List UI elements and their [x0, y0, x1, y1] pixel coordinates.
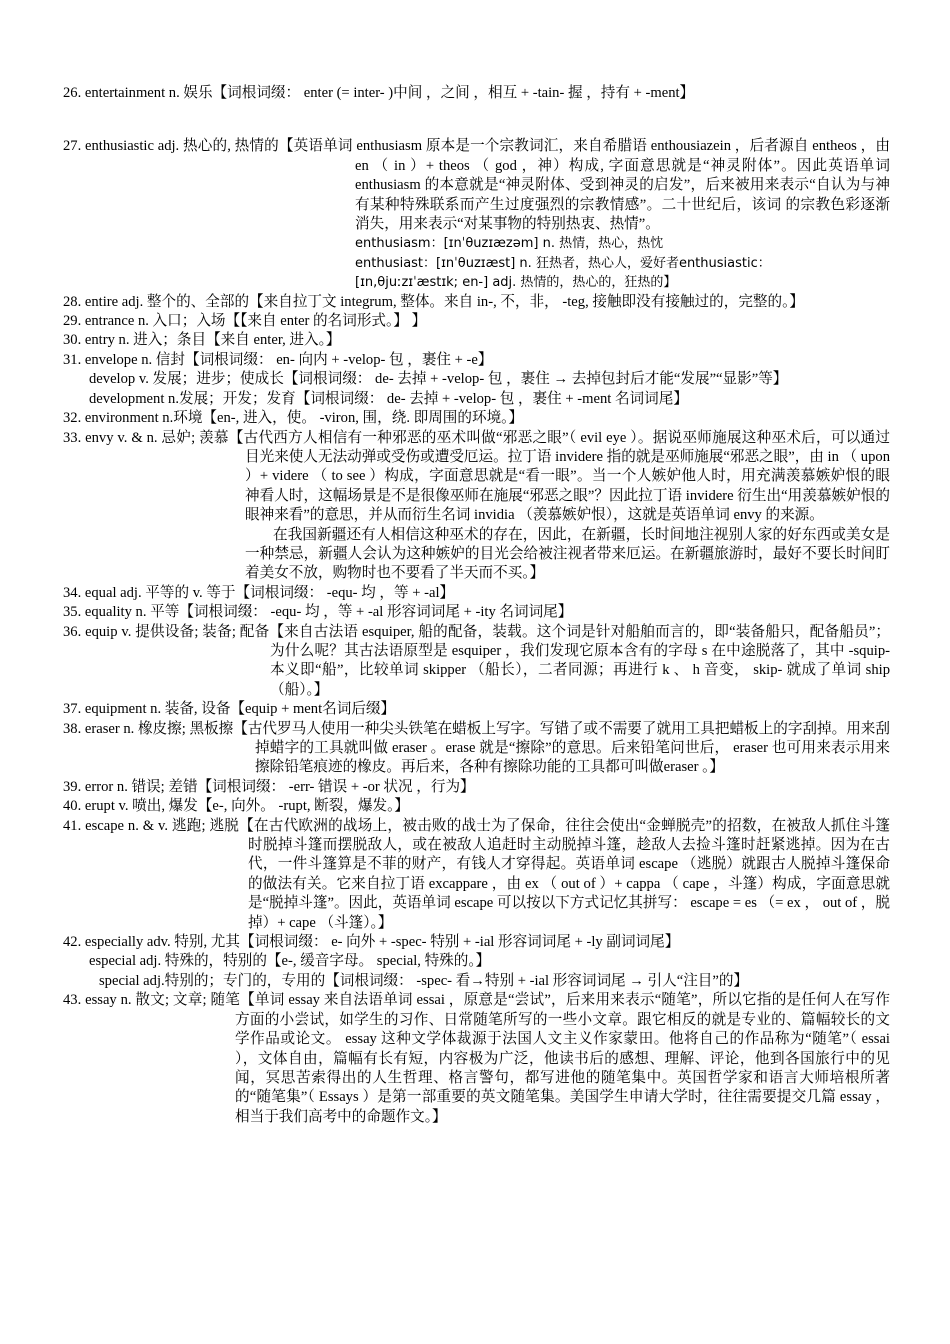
entry-27-pron-enthusiast — [63, 254, 890, 273]
entry-42-sub-especial — [63, 952, 890, 971]
entry-29-text: 29. entrance n. 入口；入场【【来自 enter 的名词形式。】 】 — [63, 313, 427, 330]
entry-40-text: 40. erupt v. 喷出, 爆发【e-, 向外。 -rupt, 断裂，爆发。】 — [63, 798, 410, 815]
entry-27-pron-enthusiasm — [63, 234, 890, 253]
entry-30-text: 30. entry n. 进入；条目【来自 enter, 进入。】 — [63, 332, 341, 349]
entry-43-text: 43. essay n. 散文; 文章; 随笔【单词 essay 来自法语单词 essai ，原意是“尝试”，后来用来表示“随笔”，所以它指的是任何人在写作方面的小尝试，如学生的习作、日常随笔所写的一些小文章。跟它相反的就是专业的、篇幅较长的文学作品或论文。 essay 这种文学体裁源于法国人文主义作家蒙田。他将自己的作品称为“随笔”（ essai ），文体自由，篇幅有长有短，内容极为广泛，他读书后的感想、理解、评论，他到各国旅行中的见闻，冥思苦索得出的人生哲理、格言警句，都写进他的随笔集中。英国哲学家和语言大师培根所著的“随笔集”（ Essays ）是第一部重要的英文随笔集。美国学生申请大学时，往往需要提交几篇 essay ，相当于我们高考中的命题作文。】 — [63, 992, 890, 1125]
entry-33-paragraph-2-text: 在我国新疆还有人相信这种巫术的存在，因此，在新疆，长时间地注视别人家的好东西或美女是一种禁忌，新疆人会认为这种嫉妒的目光会给被注视者带来厄运。在新疆旅游时，最好不要长时间盯着美女不放，购物时也不要看了半天而不买。】 — [245, 526, 890, 582]
entry-33-paragraph-2 — [63, 526, 890, 584]
entry-27-pron-enthusiastic — [63, 273, 890, 292]
entry-42-sub-special-text: special adj.特别的；专门的，专用的【词根词缀： -spec- 看→特别 + -ial 形容词词尾 → 引人“注目”的】 — [99, 972, 749, 989]
entry-31-sub-develop-text: develop v. 发展；进步；使成长【词根词缀： de- 去掉 + -velop- 包 ，裹住 → 去掉包封后才能“发展”“显影”等】 — [89, 371, 788, 388]
entry-28 — [63, 293, 890, 312]
entry-36 — [63, 623, 890, 701]
spacer — [63, 103, 890, 137]
entry-27-pron-line-2: enthusiast：[ɪnˈθuzɪæst] n. 狂热者，热心人，爱好者enthusiastic： — [355, 255, 771, 271]
entry-31-sub-development — [63, 390, 890, 409]
entry-42-sub-especial-text: especial adj. 特殊的，特别的【e-, 缓音字母。 special, 特殊的。】 — [89, 953, 491, 970]
entry-26 — [63, 84, 890, 103]
entry-27-text: 27. enthusiastic adj. 热心的, 热情的【英语单词 enthusiasm 原本是一个宗教词汇，来自希腊语 enthousiazein ，后者源自 entheos ，由 en （ in ）+ theos （ god ，神）构成, 字面意思就是“神灵附体”。因此英语单词 enthusiasm 的本意就是“神灵附体、受到神灵的启发”，后来被用来表示“自认为与神有某种特殊联系而产生过度强烈的宗教情感”。二十世纪后，该词 的宗教色彩逐渐消失，用来表示“对某事物的特别热衷、热情”。 — [63, 138, 890, 233]
entry-29 — [63, 312, 890, 331]
entry-34-text: 34. equal adj. 平等的 v. 等于【词根词缀： -equ- 均 ，等 + -al】 — [63, 584, 455, 601]
entry-30 — [63, 331, 890, 350]
entry-34 — [63, 584, 890, 603]
entry-37 — [63, 700, 890, 719]
entry-33-text: 33. envy v. & n. 忌妒; 羡慕【古代西方人相信有一种邪恶的巫术叫做“邪恶之眼”（ evil eye ）。据说巫师施展这种巫术后，可以通过目光来使人无法动弹或受伤或遭受厄运。拉丁语 invidere 指的就是巫师施展“邪恶之眼”，由 in （ upon ）+ videre （ to see ）构成，字面意思就是“看一眼”。当一个人嫉妒他人时，用充满羡慕嫉妒恨的眼神看人时，这幅场景是不是很像巫师在施展“邪恶之眼”？因此拉丁语 invidere 衍生出“用羡慕嫉妒恨的眼神来看”的意思，并从而衍生名词 invidia （羡慕嫉妒恨），这就是英语单词 envy 的来源。 — [63, 429, 890, 524]
entry-26-text: 26. entertainment n. 娱乐【词根词缀： enter (= inter- )中间 ，之间 ，相互 + -tain- 握 ，持有 + -ment】 — [63, 85, 695, 101]
entry-32-text: 32. environment n.环境【en-, 进入，使。 -viron, 围，绕. 即周围的环境。】 — [63, 410, 524, 427]
entry-41 — [63, 817, 890, 933]
entry-33 — [63, 429, 890, 526]
entry-28-text: 28. entire adj. 整个的、全部的【来自拉丁文 integrum, 整体。来自 in-, 不，非， -teg, 接触即没有接触过的，完整的。】 — [63, 293, 804, 310]
entry-38 — [63, 720, 890, 778]
entry-39-text: 39. error n. 错误; 差错【词根词缀： -err- 错误 + -or 状况 ，行为】 — [63, 778, 475, 795]
entry-42-sub-special — [63, 972, 890, 991]
entry-27-pron-line-1: enthusiasm：[ɪnˈθuzɪæzəm] n. 热情，热心，热忱 — [355, 236, 664, 252]
entry-32 — [63, 409, 890, 428]
entry-43 — [63, 991, 890, 1127]
entry-27 — [63, 137, 890, 234]
entry-31-sub-development-text: development n.发展；开发；发育【词根词缀： de- 去掉 + -velop- 包 ，裹住 + -ment 名词词尾】 — [89, 390, 688, 407]
entry-38-text: 38. eraser n. 橡皮擦; 黑板擦【古代罗马人使用一种尖头铁笔在蜡板上写字。写错了或不需要了就用工具把蜡板上的字刮掉。用来刮掉蜡字的工具就叫做 eraser 。erase 就是“擦除”的意思。后来铅笔问世后， eraser 也可用来表示用来擦除铅笔痕迹的橡皮。再后来，各种有擦除功能的工具都可叫做eraser 。】 — [63, 720, 890, 776]
entry-27-pron-line-3: [ɪn,θjuːzɪˈæstɪk; en-] adj. 热情的，热心的，狂热的】 — [355, 275, 677, 291]
entry-35-text: 35. equality n. 平等【词根词缀： -equ- 均 ，等 + -al 形容词词尾 + -ity 名词词尾】 — [63, 604, 573, 621]
entry-41-text: 41. escape n. & v. 逃跑; 逃脱【在古代欧洲的战场上，被击败的战士为了保命，往往会使出“金蝉脱壳”的招数，在被敌人抓住斗篷时脱掉斗篷而摆脱敌人，或在被敌人追赶时主动脱掉斗篷，趁敌人去捡斗篷时赶紧逃掉。因为在古代，一件斗篷算是不菲的财产，有钱人才穿得起。英语单词 escape （逃脱）就跟古人脱掉斗篷保命的做法有关。它来自拉丁语 excappare ，由 ex （ out of ）+ cappa （ cape ，斗篷）构成，字面意思就是“脱掉斗篷”。因此，英语单词 escape 可以按以下方式记忆其拼写： escape = es （= ex ， out of ，脱掉）+ cape （斗篷）。】 — [63, 817, 890, 931]
entry-39 — [63, 778, 890, 797]
entry-36-text: 36. equip v. 提供设备; 装备; 配备【来自古法语 esquiper, 船的配备，装载。这个词是针对船舶而言的，即“装备船只，配备船员”；为什么呢？其古法语原型是 esquiper ，我们发现它原本含有的字母 s 在中途脱落了，其中 -squip- 本义即“船”，比较单词 skipper （船长），二者同源；再进行 k 、 h 音变， skip- 就成了单词 ship （船）。】 — [63, 623, 890, 698]
entry-31 — [63, 351, 890, 370]
entry-40 — [63, 797, 890, 816]
entry-35 — [63, 603, 890, 622]
entry-31-sub-develop — [63, 370, 890, 389]
entry-37-text: 37. equipment n. 装备, 设备【equip + ment名词后缀】 — [63, 701, 396, 718]
entry-42-text: 42. especially adv. 特别, 尤其【词根词缀： e- 向外 + -spec- 特别 + -ial 形容词词尾 + -ly 副词词尾】 — [63, 934, 680, 951]
entry-31-text: 31. envelope n. 信封【词根词缀： en- 向内 + -velop- 包 ，裹住 + -e】 — [63, 351, 493, 368]
entry-42 — [63, 933, 890, 952]
